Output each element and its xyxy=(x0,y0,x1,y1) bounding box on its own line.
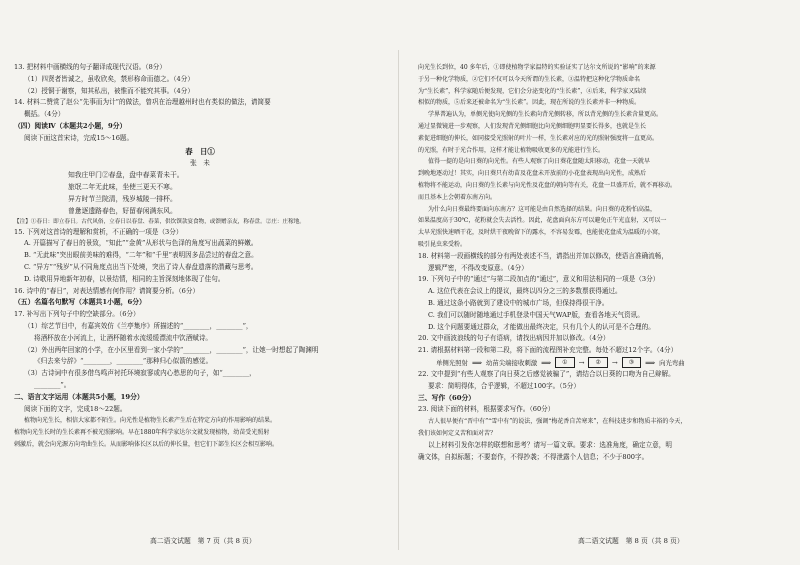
flow-blank-3: ③ xyxy=(622,357,641,368)
q19-b: B. 通过这条小路就到了建设中的城市广场，但保持得很干净。 xyxy=(428,298,609,307)
q14-cont: 概括。（4分） xyxy=(24,110,65,119)
page-8 xyxy=(418,62,790,532)
passage-line: 通过显微镜进一步观察，人们发现背光侧细胞比向光侧细胞明显要长得多，也就是生长 xyxy=(418,122,647,130)
page-7 xyxy=(14,62,386,532)
reading-4-instruction: 阅读下面这首宋诗，完成15～16题。 xyxy=(24,133,134,142)
poem-author: 张 未 xyxy=(190,158,210,167)
passage-line: 到晚地逐动过！其实，向日葵只有幼苗及花盘未开放前的小花盘表现出向光性，成熟后 xyxy=(418,170,647,178)
q15: 15. 下列对这首诗的理解和赏析，不正确的一项是（3分） xyxy=(14,227,183,236)
poem-line: 旅氓二年无此味，坐使三更天不寒。 xyxy=(68,182,177,191)
q17-3: （3）古诗词中有很多借鸟鸣声衬托环境寂寥或内心愁思的句子，如“________， xyxy=(24,369,256,378)
poem-note: 【注】①春日：即立春日。古代风俗，立春日以春盘、春菜，供饮馔款宴食物，或馈赠亲友，称春盘。②庄：庄稼地。 xyxy=(14,218,305,225)
passage-line: 为“生长素”，科学家随后便发现，它们会分泌变化的“生长素”，④后来，科学家又陆续 xyxy=(418,87,647,95)
passage-line: 太早光照快速晒干花，及时烘干夜晚留下的露水，不容易发霉，也能使花盘成为温暖的小窝， xyxy=(418,229,665,237)
passage-line: 素促进细胞的伸长，如同接受光照射的叶片一样，生长素对应的光的照射强度将一直更高。 xyxy=(418,134,659,142)
q19-c: C. 我们可以随时随地通过手机登录中国天气WAP版，查看各地天气资讯。 xyxy=(428,310,644,319)
flow-blank-2: ② xyxy=(588,357,607,368)
q23: 23. 阅读下面的材料，根据要求写作。（60分） xyxy=(418,405,555,414)
q13-2: （2）授铜于谢察，知其私出，被惟而不能究其事。（4分） xyxy=(24,86,194,95)
poem-line: 异方时节兰院清，残岁城陵一排杯。 xyxy=(68,194,177,203)
q18-cont: 逻辑严密，不得改变原意。（4分） xyxy=(428,263,528,272)
writing-requirement: 确文体，自拟标题；不要套作，不得抄袭；不得泄露个人信息；不少于800字。 xyxy=(418,452,649,461)
passage-line: 为什么向日葵最终要面向东南方？这可能是由自然选择的结果。向日葵的花粉怕高温， xyxy=(428,205,657,213)
q14: 14. 材料二赞赏了赵公“先事而为计”的做法，曾巩在治理越州时也有类似的做法，请简要 xyxy=(14,98,271,107)
writing-requirement: 以上材料引发你怎样的联想和思考？请写一篇文章。要求：选准角度，确定立意，明 xyxy=(428,440,672,449)
q17-1: （1）综艺节目中，有嘉宾效仿《兰亭集序》所描述的“________，________”， xyxy=(24,321,253,330)
arrow-icon: → xyxy=(611,358,618,367)
flow-step: 幼苗尖端接收刺激 xyxy=(486,358,538,367)
passage-line: 植物将不能运动，向日葵的生长素与向光性及花盘的朝向等有关，花盘一旦盛开后，就不再移动。 xyxy=(418,181,677,189)
flow-start: 单侧光照射 xyxy=(436,358,468,367)
passage-line: 于另一种化学物质，②它们不仅可以今天所谓的生长素，③温特把这种化学物质命名 xyxy=(418,75,641,83)
arrow-icon: ⟹ xyxy=(541,358,552,367)
flow-blank-1: ① xyxy=(555,357,574,368)
passage-line: 刺激后，就会向光源方向弯曲生长。从而影响体长区以后的伸长量，但它们下部生长区会相互影响。 xyxy=(14,440,279,448)
q16: 16. 诗中的“春日”，对表达情感有何作用？请简要分析。（6分） xyxy=(14,286,200,295)
passage-line: 向光生长到位，40 多年后，①即使植物学家温特的实验证实了达尔文所说的“影响”的来源 xyxy=(418,64,656,71)
page-8-footer: 高二语文试题 第 8 页（共 8 页） xyxy=(578,537,684,545)
q21: 21. 请根据材料第一段和第二段，将下面的流程图补充完整。每处不超过12个字。（4分） xyxy=(418,346,678,355)
passage-line: 值得一提的是向日葵的向光性。有些人观察了向日葵花盘随太阳移动，花盘一天就早 xyxy=(428,158,651,166)
section-reading-4: （四）阅读Ⅳ（本题共2小题，9分） xyxy=(14,121,127,130)
q13-1: （1）四贤者皆诚之，虽收欣矣，禁形称命而德之。（4分） xyxy=(24,74,194,83)
q20: 20. 文中画波浪线的句子有语病，请找出病因并加以修改。（4分） xyxy=(418,334,610,343)
q19-a: A. 这位代表在会议上的提议，最终以四分之三的多数票获得通过。 xyxy=(428,287,622,296)
poem-line: 知我庄甲门②春盘，盘中春菜青未干。 xyxy=(68,170,184,179)
arrow-icon: → xyxy=(578,358,585,367)
q19: 19. 下列句子中的“通过”与第二段加点的“通过”，意义和用法相同的一项是（3分） xyxy=(418,275,660,284)
poem-line: 曾惫逐遗路春色，好留春闲满东风。 xyxy=(68,206,177,215)
q17: 17. 补写出下列句子中的空缺部分。（6分） xyxy=(14,310,140,319)
passage-line: 相似的物质，⑤后来还被命名为“生长素”。因此，现在所说的生长素并非一种物质。 xyxy=(418,99,641,107)
passage-line: 如果温度高于30℃，花粉就会失去活性。因此，花盘面向东方可以避免正午光直射，又可以一 xyxy=(418,217,667,225)
poem-title: 春 日① xyxy=(185,146,215,156)
arrow-icon: ⟹ xyxy=(645,358,656,367)
q17-1-cont: 将酒杯放在小河流上，让酒杯随着水流缓缓漂流中饮酒赋诗。 xyxy=(34,333,213,342)
page-7-footer: 高二语文试题 第 7 页（共 8 页） xyxy=(150,537,256,545)
passage-line: 植物向光生长时的生长素再不被光照影响。早在1880年科学家达尔文就发现植物，幼苗受光照射 xyxy=(14,429,270,437)
q22-cont: 要求：简明得体，合乎逻辑，不超过100字。（5分） xyxy=(428,381,580,390)
passage-line: 的光照，有时于光合作用，这样才能让植物吸收更多的光能进行生长。 xyxy=(418,146,605,154)
q15-b: B. “无此味”突出眼前美味的难得，“二年”和“千里”表明因多品尝过的春盘之意。 xyxy=(24,251,258,260)
writing-material: 古人很早便有“晋中有”“雪中有”的说法，强调“梅花香自苦寒来”，在科技进步和物质丰裕的今天， xyxy=(428,418,687,426)
q17-3-cont: ________”。 xyxy=(34,380,71,389)
flowchart xyxy=(418,357,790,369)
q15-a: A. 开篇描写了春日的景致，“知此”“金黄”从形状与色泽的角度写出蔬菜的鲜嫩。 xyxy=(24,239,258,248)
arrow-icon: ⟹ xyxy=(471,358,482,367)
writing-material: 我们该如何定义苦和面对苦？ xyxy=(418,429,497,437)
q15-d: D. 诗歌用异地新年初春，以景结情，相同的主旨深刻地体现了佳句。 xyxy=(24,274,225,283)
passage-line: 而且基本上会朝着东南方向。 xyxy=(418,193,497,201)
passage-line: 吸引昆虫来受粉。 xyxy=(418,240,467,248)
q13: 13. 把材料中画横线的句子翻译成现代汉语。（8分） xyxy=(14,63,166,71)
section-language-use: 二、语言文字运用（本题共5小题，19分） xyxy=(14,392,144,401)
passage-line: 植物向光生长，相信大家都不陌生。向光性是植物生长素产生后在特定方向的作用影响的结果。 xyxy=(24,417,277,425)
q22: 22. 文中提到“有些人观察了向日葵之后感觉被骗了”，请结合以日葵的口吻为自己辩解。 xyxy=(418,369,675,378)
section-dictation: （五）名篇名句默写（本题共1小题，6分） xyxy=(14,298,146,307)
page-divider xyxy=(398,50,399,550)
section-writing: 三、写作（60分） xyxy=(418,393,476,402)
flow-end: 向光弯曲 xyxy=(659,358,685,367)
q19-d: D. 这个问题要通过群众，才能做出最终决定，只有几个人的认可是不合理的。 xyxy=(428,322,655,331)
q17-2-cont: 《归去来兮辞》“________，________”那种归心似箭的感觉。 xyxy=(34,357,213,366)
q18: 18. 材料第一段画横线的部分有两处表述不当，请指出并加以修改，使语言准确流畅， xyxy=(418,251,668,260)
q15-c: C. “异方”“残岁”从不同角度点出当下处境，突出了诗人春盘遗落的潜藏与思考。 xyxy=(24,262,258,271)
q17-2: （2）外出两年回家的小学，在小区里看到一家小学的“________，________”，让她一时想起了陶渊明 xyxy=(24,345,319,354)
passage-line: 学界普遍认为，单侧光使向光侧的生长素向背光侧转移，所以背光侧的生长素含量更高。 xyxy=(428,111,663,119)
language-instruction: 阅读下面的文字，完成18～22题。 xyxy=(24,404,127,413)
